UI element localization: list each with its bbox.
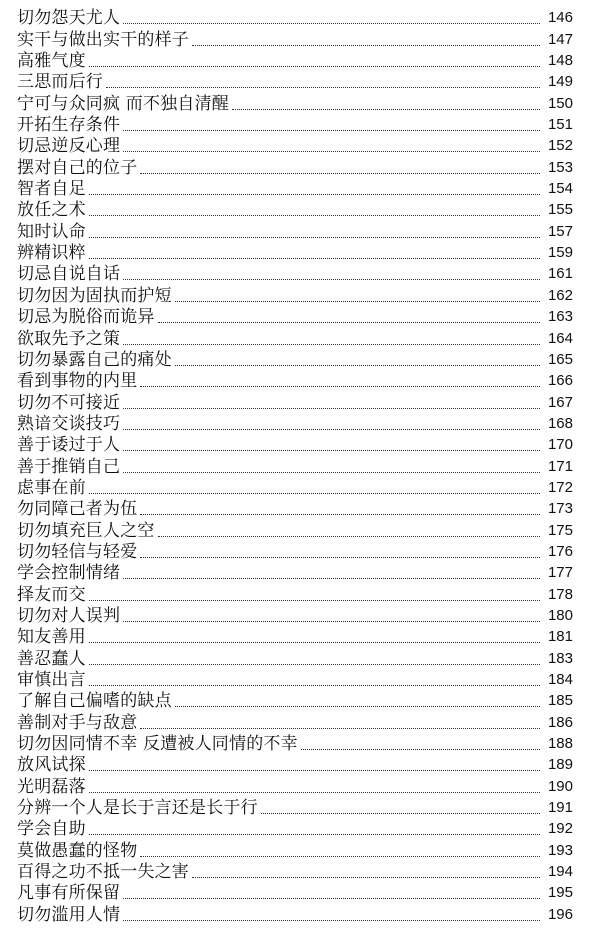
toc-entry-title: 三思而后行 — [17, 72, 103, 93]
toc-entry — [17, 477, 573, 498]
toc-entry — [17, 754, 573, 775]
table-of-contents — [17, 7, 573, 925]
dot-leader — [232, 109, 540, 110]
toc-entry-page-number: 167 — [547, 393, 573, 411]
toc-entry-page-number: 163 — [547, 308, 573, 326]
toc-entry-title: 凡事有所保留 — [17, 883, 121, 904]
toc-entry — [17, 413, 573, 434]
dot-leader — [123, 23, 540, 24]
toc-entry-title: 熟谙交谈技巧 — [17, 413, 121, 434]
dot-leader — [89, 685, 540, 686]
toc-entry — [17, 669, 573, 690]
toc-entry — [17, 605, 573, 626]
toc-entry-title: 光明磊落 — [17, 776, 86, 797]
dot-leader — [175, 301, 540, 302]
toc-entry-title: 切勿暴露自己的痛处 — [17, 349, 172, 370]
dot-leader — [140, 514, 540, 515]
toc-entry-title: 放任之术 — [17, 200, 86, 221]
toc-entry — [17, 114, 573, 135]
toc-entry-title: 切勿因同情不幸 反遭被人同情的不幸 — [17, 734, 298, 755]
dot-leader — [301, 749, 540, 750]
dot-leader — [123, 279, 540, 280]
toc-entry-page-number: 176 — [547, 542, 573, 560]
toc-entry-title: 开拓生存条件 — [17, 115, 121, 136]
toc-entry-title: 切勿轻信与轻爱 — [17, 541, 138, 562]
toc-entry-title: 择友而交 — [17, 584, 86, 605]
toc-entry-page-number: 173 — [547, 500, 573, 518]
dot-leader — [192, 45, 540, 46]
dot-leader — [89, 834, 540, 835]
toc-entry — [17, 882, 573, 903]
toc-entry-page-number: 164 — [547, 329, 573, 347]
dot-leader — [123, 472, 540, 473]
toc-entry — [17, 541, 573, 562]
dot-leader — [123, 151, 540, 152]
toc-entry-page-number: 153 — [547, 158, 573, 176]
dot-leader — [123, 578, 540, 579]
toc-entry-page-number: 189 — [547, 756, 573, 774]
toc-entry — [17, 818, 573, 839]
dot-leader — [261, 813, 540, 814]
toc-entry-page-number: 147 — [547, 30, 573, 48]
toc-entry-page-number: 181 — [547, 628, 573, 646]
toc-entry — [17, 349, 573, 370]
toc-entry — [17, 434, 573, 455]
toc-entry-page-number: 155 — [547, 201, 573, 219]
dot-leader — [158, 322, 540, 323]
toc-entry — [17, 626, 573, 647]
dot-leader — [89, 66, 540, 67]
toc-entry-title: 欲取先予之策 — [17, 328, 121, 349]
toc-entry — [17, 455, 573, 476]
toc-entry-page-number: 165 — [547, 350, 573, 368]
toc-entry-page-number: 180 — [547, 606, 573, 624]
toc-entry-page-number: 170 — [547, 436, 573, 454]
toc-entry — [17, 562, 573, 583]
dot-leader — [89, 664, 540, 665]
dot-leader — [89, 258, 540, 259]
toc-entry-title: 高雅气度 — [17, 51, 86, 72]
toc-entry-title: 辨精识粹 — [17, 243, 86, 264]
toc-entry-page-number: 159 — [547, 244, 573, 262]
toc-entry-title: 知时认命 — [17, 221, 86, 242]
toc-entry — [17, 242, 573, 263]
toc-entry-title: 切勿怨天尤人 — [17, 8, 121, 29]
toc-entry — [17, 647, 573, 668]
toc-entry-page-number: 166 — [547, 372, 573, 390]
dot-leader — [140, 728, 540, 729]
toc-entry — [17, 839, 573, 860]
toc-entry-title: 切勿滥用人情 — [17, 904, 121, 925]
toc-entry-page-number: 192 — [547, 820, 573, 838]
toc-entry — [17, 861, 573, 882]
dot-leader — [175, 706, 540, 707]
toc-entry-title: 审慎出言 — [17, 670, 86, 690]
dot-leader — [89, 194, 540, 195]
dot-leader — [123, 621, 540, 622]
dot-leader — [175, 365, 540, 366]
toc-entry-page-number: 146 — [547, 9, 573, 27]
toc-entry-page-number: 168 — [547, 414, 573, 432]
toc-entry — [17, 7, 573, 28]
toc-entry — [17, 797, 573, 818]
toc-entry — [17, 220, 573, 241]
toc-entry-page-number: 151 — [547, 116, 573, 134]
dot-leader — [123, 429, 540, 430]
toc-entry-page-number: 196 — [547, 905, 573, 923]
toc-entry-title: 宁可与众同疯 而不独自清醒 — [17, 93, 230, 114]
toc-entry-title: 学会自助 — [17, 819, 86, 840]
toc-entry-title: 实干与做出实干的样子 — [17, 29, 189, 50]
toc-entry-title: 切忌为脱俗而诡异 — [17, 307, 155, 328]
toc-entry — [17, 71, 573, 92]
toc-entry-page-number: 195 — [547, 884, 573, 902]
toc-entry-page-number: 171 — [547, 457, 573, 475]
toc-entry — [17, 711, 573, 732]
toc-entry-title: 摆对自己的位子 — [17, 157, 138, 178]
toc-entry-page-number: 193 — [547, 841, 573, 859]
toc-entry-title: 善于诿过于人 — [17, 435, 121, 456]
dot-leader — [140, 173, 540, 174]
dot-leader — [158, 536, 540, 537]
dot-leader — [89, 770, 540, 771]
toc-entry — [17, 583, 573, 604]
toc-entry-page-number: 186 — [547, 713, 573, 731]
dot-leader — [89, 792, 540, 793]
toc-entry-page-number: 150 — [547, 94, 573, 112]
toc-entry-title: 看到事物的内里 — [17, 371, 138, 392]
dot-leader — [89, 600, 540, 601]
toc-entry-title: 切勿因为固执而护短 — [17, 285, 172, 306]
toc-entry — [17, 28, 573, 49]
toc-entry-page-number: 183 — [547, 649, 573, 667]
dot-leader — [89, 215, 540, 216]
toc-entry-title: 切忌自说自话 — [17, 264, 121, 285]
toc-entry — [17, 92, 573, 113]
dot-leader — [123, 344, 540, 345]
toc-entry — [17, 370, 573, 391]
toc-entry — [17, 391, 573, 412]
toc-entry-page-number: 194 — [547, 863, 573, 881]
toc-entry — [17, 306, 573, 327]
toc-entry-title: 切勿不可接近 — [17, 392, 121, 413]
toc-entry — [17, 199, 573, 220]
toc-entry-title: 知友善用 — [17, 627, 86, 648]
dot-leader — [123, 920, 540, 921]
toc-entry-title: 学会控制情绪 — [17, 563, 121, 584]
toc-entry-title: 善制对手与敌意 — [17, 712, 138, 733]
toc-entry-page-number: 172 — [547, 478, 573, 496]
toc-entry — [17, 156, 573, 177]
dot-leader — [123, 408, 540, 409]
toc-entry-title: 智者自足 — [17, 179, 86, 200]
dot-leader — [106, 87, 540, 88]
toc-entry — [17, 498, 573, 519]
toc-entry — [17, 903, 573, 924]
toc-entry — [17, 263, 573, 284]
toc-entry-page-number: 178 — [547, 585, 573, 603]
toc-entry-page-number: 175 — [547, 521, 573, 539]
toc-entry-page-number: 177 — [547, 564, 573, 582]
toc-entry-page-number: 190 — [547, 777, 573, 795]
toc-entry — [17, 519, 573, 540]
toc-entry-page-number: 188 — [547, 735, 573, 753]
toc-entry-title: 切勿对人误判 — [17, 605, 121, 626]
dot-leader — [123, 450, 540, 451]
toc-entry-title: 虑事在前 — [17, 477, 86, 498]
dot-leader — [89, 493, 540, 494]
toc-entry-page-number: 154 — [547, 180, 573, 198]
toc-entry-title: 善忍蠢人 — [17, 648, 86, 669]
toc-entry-page-number: 152 — [547, 137, 573, 155]
dot-leader — [89, 642, 540, 643]
toc-entry — [17, 50, 573, 71]
toc-entry-title: 切忌逆反心理 — [17, 136, 121, 157]
toc-entry — [17, 733, 573, 754]
toc-entry-page-number: 162 — [547, 286, 573, 304]
toc-entry-title: 放风试探 — [17, 755, 86, 776]
toc-entry-page-number: 148 — [547, 52, 573, 70]
dot-leader — [140, 386, 540, 387]
toc-entry-title: 勿同障己者为伍 — [17, 499, 138, 520]
dot-leader — [192, 877, 540, 878]
toc-entry-page-number: 184 — [547, 671, 573, 688]
toc-entry-page-number: 191 — [547, 799, 573, 817]
toc-entry-title: 莫做愚蠢的怪物 — [17, 840, 138, 861]
toc-entry-page-number: 157 — [547, 222, 573, 240]
toc-entry — [17, 135, 573, 156]
toc-entry-page-number: 149 — [547, 73, 573, 91]
toc-entry-page-number: 161 — [547, 265, 573, 283]
toc-entry — [17, 178, 573, 199]
toc-entry-page-number: 185 — [547, 692, 573, 710]
dot-leader — [89, 237, 540, 238]
toc-entry — [17, 690, 573, 711]
toc-entry-title: 切勿填充巨人之空 — [17, 520, 155, 541]
toc-entry — [17, 327, 573, 348]
toc-entry-title: 百得之功不抵一失之害 — [17, 862, 189, 883]
toc-entry-title: 了解自己偏嗜的缺点 — [17, 691, 172, 712]
dot-leader — [123, 130, 540, 131]
dot-leader — [140, 856, 540, 857]
toc-entry-title: 分辨一个人是长于言还是长于行 — [17, 798, 258, 819]
dot-leader — [140, 557, 540, 558]
toc-entry — [17, 284, 573, 305]
dot-leader — [123, 898, 540, 899]
toc-entry — [17, 775, 573, 796]
toc-entry-title: 善于推销自己 — [17, 456, 121, 477]
